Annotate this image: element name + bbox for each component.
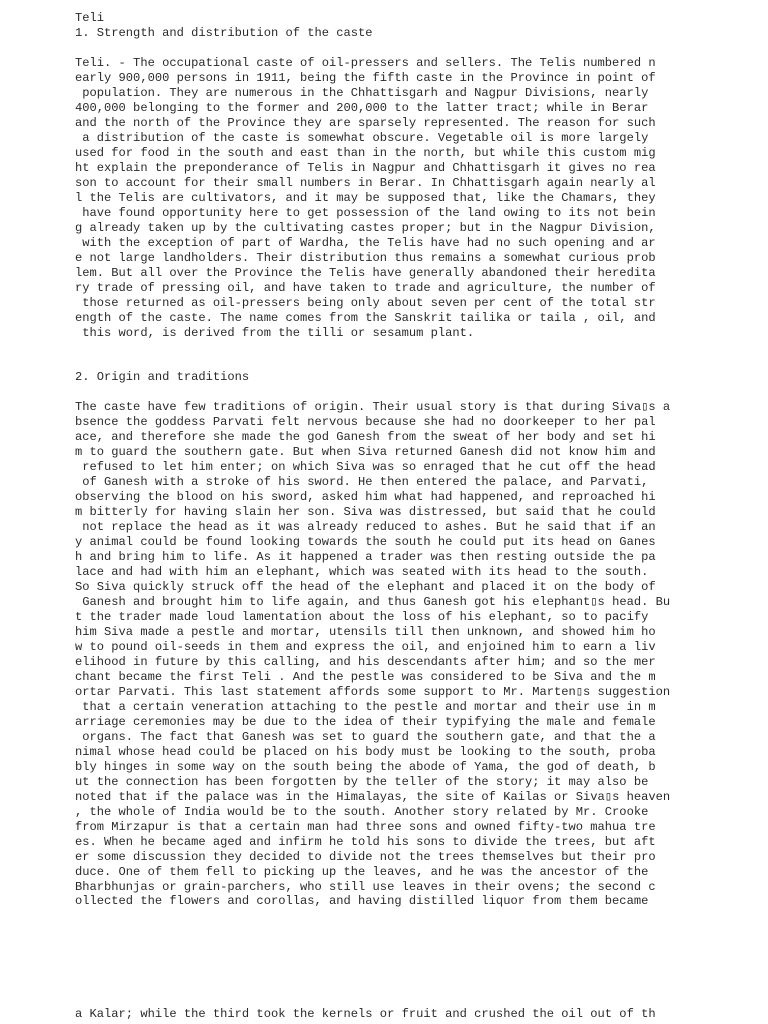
text-line: this word, is derived from the tilli or sesamum plant. (75, 326, 475, 340)
text-line: with the exception of part of Wardha, the Telis have had no such opening and ar (75, 236, 656, 250)
text-line: lem. But all over the Province the Telis have generally abandoned their heredita (75, 266, 656, 280)
section-2-heading: 2. Origin and traditions (75, 370, 250, 384)
text-line: Teli. - The occupational caste of oil-pressers and sellers. The Telis numbered n (75, 56, 656, 70)
document-title: Teli (75, 11, 105, 25)
text-line: ry trade of pressing oil, and have taken to trade and agriculture, the number of (75, 281, 656, 295)
text-line: ace, and therefore she made the god Ganesh from the sweat of her body and set hi (75, 430, 656, 444)
text-line: those returned as oil-pressers being only about seven per cent of the total str (75, 296, 656, 310)
text-line: es. When he became aged and infirm he told his sons to divide the trees, but aft (75, 835, 656, 849)
text-line: So Siva quickly struck off the head of the elephant and placed it on the body of (75, 580, 656, 594)
text-line: used for food in the south and east than in the north, but while this custom mig (75, 146, 656, 160)
text-line: ortar Parvati. This last statement affords some support to Mr. Marten▯s suggestion (75, 685, 671, 699)
text-line: ollected the flowers and corollas, and having distilled liquor from them became (75, 894, 649, 908)
text-line: w to pound oil-seeds in them and express the oil, and enjoined him to earn a liv (75, 640, 656, 654)
text-line: bsence the goddess Parvati felt nervous because she had no doorkeeper to her pal (75, 415, 656, 429)
text-line: observing the blood on his sword, asked him what had happened, and reproached hi (75, 490, 656, 504)
text-line: h and bring him to life. As it happened a trader was then resting outside the pa (75, 550, 656, 564)
text-line: refused to let him enter; on which Siva was so enraged that he cut off the head (75, 460, 656, 474)
text-line: a distribution of the caste is somewhat obscure. Vegetable oil is more largely (75, 131, 649, 145)
text-line: elihood in future by this calling, and his descendants after him; and so the mer (75, 655, 656, 669)
text-line: son to account for their small numbers in Berar. In Chhattisgarh again nearly al (75, 176, 656, 190)
text-line: duce. One of them fell to picking up the leaves, and he was the ancestor of the (75, 865, 649, 879)
text-line: that a certain veneration attaching to the pestle and mortar and their use in m (75, 700, 656, 714)
text-line: ut the connection has been forgotten by the teller of the story; it may also be (75, 775, 649, 789)
text-line: chant became the first Teli . And the pestle was considered to be Siva and the m (75, 670, 656, 684)
text-line: ength of the caste. The name comes from the Sanskrit tailika or taila , oil, and (75, 311, 656, 325)
text-line: The caste have few traditions of origin. Their usual story is that during Siva▯s a (75, 400, 671, 414)
text-line: m bitterly for having slain her son. Siva was distressed, but said that he could (75, 505, 656, 519)
text-line: organs. The fact that Ganesh was set to guard the southern gate, and that the a (75, 730, 656, 744)
text-line: y animal could be found looking towards the south he could put its head on Ganes (75, 535, 656, 549)
text-line: t the trader made loud lamentation about the loss of his elephant, so to pacify (75, 610, 649, 624)
text-line: Ganesh and brought him to life again, and thus Ganesh got his elephant▯s head. Bu (75, 595, 671, 609)
text-line: e not large landholders. Their distribution thus remains a somewhat curious prob (75, 251, 656, 265)
continuation-line: a Kalar; while the third took the kernels or fruit and crushed the oil out of th (75, 1007, 656, 1021)
text-line: have found opportunity here to get possession of the land owing to its not bein (75, 206, 656, 220)
text-line: him Siva made a pestle and mortar, utensils till then unknown, and showed him ho (75, 625, 656, 639)
text-line: m to guard the southern gate. But when Siva returned Ganesh did not know him and (75, 445, 656, 459)
text-line: lace and had with him an elephant, which was seated with its head to the south. (75, 565, 649, 579)
text-line: of Ganesh with a stroke of his sword. He then entered the palace, and Parvati, (75, 475, 649, 489)
text-line: early 900,000 persons in 1911, being the fifth caste in the Province in point of (75, 71, 656, 85)
text-line: not replace the head as it was already reduced to ashes. But he said that if an (75, 520, 656, 534)
text-line: 400,000 belonging to the former and 200,000 to the latter tract; while in Berar (75, 101, 649, 115)
text-line: er some discussion they decided to divide not the trees themselves but their pro (75, 850, 656, 864)
text-line: g already taken up by the cultivating castes proper; but in the Nagpur Division, (75, 221, 656, 235)
section-1-heading: 1. Strength and distribution of the caste (75, 26, 373, 40)
text-line: , the whole of India would be to the south. Another story related by Mr. Crooke (75, 805, 649, 819)
text-line: noted that if the palace was in the Himalayas, the site of Kailas or Siva▯s heaven (75, 790, 671, 804)
text-line: nimal whose head could be placed on his body must be looking to the south, proba (75, 745, 656, 759)
text-line: from Mirzapur is that a certain man had three sons and owned fifty-two mahua tre (75, 820, 656, 834)
text-line: bly hinges in some way on the south being the abode of Yama, the god of death, b (75, 760, 656, 774)
text-line: Bharbhunjas or grain-parchers, who still use leaves in their ovens; the second c (75, 880, 656, 894)
text-line: population. They are numerous in the Chhattisgarh and Nagpur Divisions, nearly (75, 86, 649, 100)
text-line: l the Telis are cultivators, and it may be supposed that, like the Chamars, they (75, 191, 656, 205)
text-line: arriage ceremonies may be due to the idea of their typifying the male and female (75, 715, 656, 729)
text-line: ht explain the preponderance of Telis in Nagpur and Chhattisgarh it gives no rea (75, 161, 656, 175)
text-line: and the north of the Province they are sparsely represented. The reason for such (75, 116, 656, 130)
